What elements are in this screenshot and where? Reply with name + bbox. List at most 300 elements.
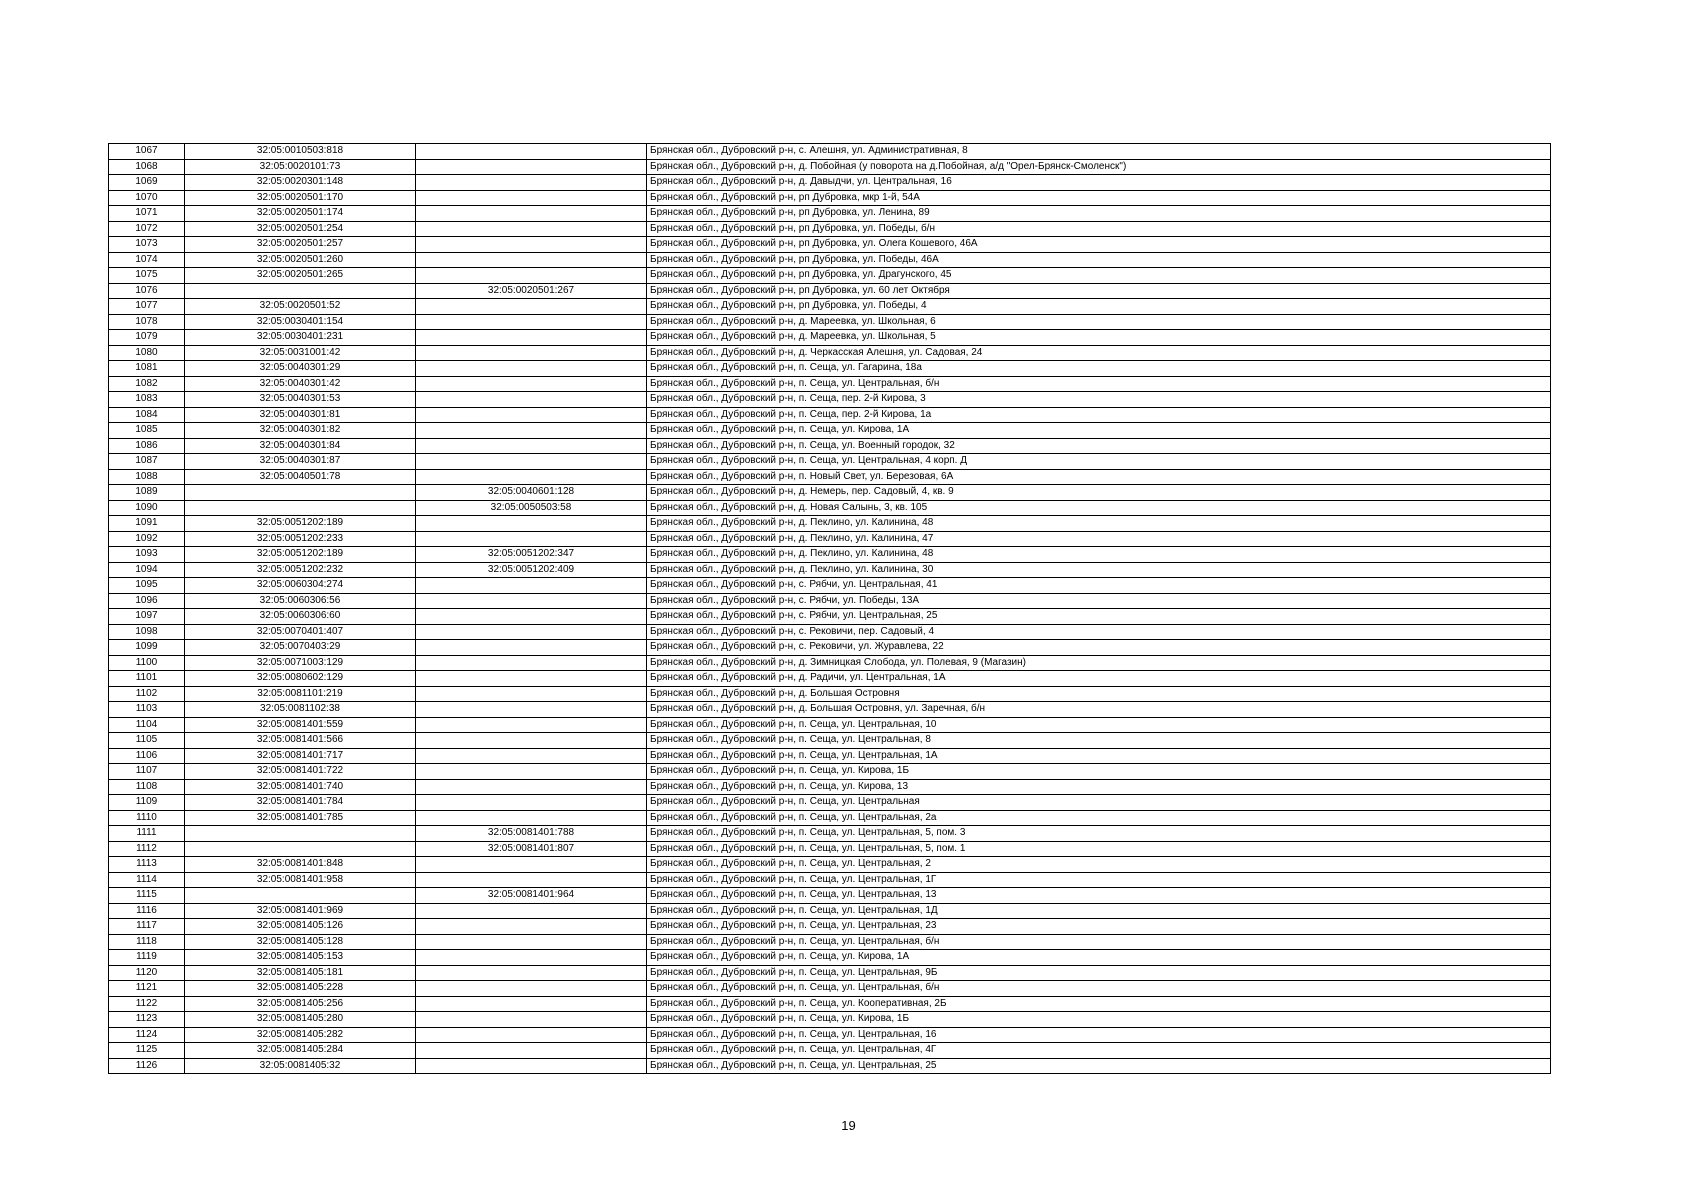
row-number-cell: 1117 bbox=[109, 919, 185, 935]
address-cell: Брянская обл., Дубровский р-н, п. Сеща, ул. Кирова, 13 bbox=[647, 779, 1551, 795]
row-number-cell: 1074 bbox=[109, 252, 185, 268]
cadastral-number-alt-cell: 32:05:0040601:128 bbox=[416, 485, 647, 501]
address-cell: Брянская обл., Дубровский р-н, д. Черкасская Алешня, ул. Садовая, 24 bbox=[647, 345, 1551, 361]
table-row bbox=[109, 826, 1551, 842]
cadastral-number-alt-cell bbox=[416, 299, 647, 315]
table-row bbox=[109, 237, 1551, 253]
table-row bbox=[109, 469, 1551, 485]
cadastral-number-cell: 32:05:0081401:566 bbox=[185, 733, 416, 749]
address-cell: Брянская обл., Дубровский р-н, п. Сеща, пер. 2-й Кирова, 3 bbox=[647, 392, 1551, 408]
cadastral-number-cell: 32:05:0060304:274 bbox=[185, 578, 416, 594]
cadastral-number-alt-cell bbox=[416, 206, 647, 222]
cadastral-number-alt-cell bbox=[416, 1012, 647, 1028]
cadastral-number-cell: 32:05:0081401:958 bbox=[185, 872, 416, 888]
cadastral-number-alt-cell bbox=[416, 593, 647, 609]
cadastral-number-alt-cell bbox=[416, 330, 647, 346]
address-cell: Брянская обл., Дубровский р-н, с. Рековичи, пер. Садовый, 4 bbox=[647, 624, 1551, 640]
cadastral-number-cell: 32:05:0020501:260 bbox=[185, 252, 416, 268]
cadastral-number-cell: 32:05:0081405:282 bbox=[185, 1027, 416, 1043]
cadastral-number-cell: 32:05:0051202:233 bbox=[185, 531, 416, 547]
address-cell: Брянская обл., Дубровский р-н, п. Сеща, ул. Центральная, 1Г bbox=[647, 872, 1551, 888]
cadastral-number-alt-cell: 32:05:0081401:788 bbox=[416, 826, 647, 842]
row-number-cell: 1076 bbox=[109, 283, 185, 299]
table-row bbox=[109, 671, 1551, 687]
cadastral-number-alt-cell bbox=[416, 531, 647, 547]
cadastral-number-cell: 32:05:0020501:265 bbox=[185, 268, 416, 284]
address-cell: Брянская обл., Дубровский р-н, д. Пеклино, ул. Калинина, 48 bbox=[647, 547, 1551, 563]
cadastral-number-alt-cell bbox=[416, 857, 647, 873]
row-number-cell: 1093 bbox=[109, 547, 185, 563]
table-row bbox=[109, 252, 1551, 268]
row-number-cell: 1120 bbox=[109, 965, 185, 981]
address-cell: Брянская обл., Дубровский р-н, д. Давыдчи, ул. Центральная, 16 bbox=[647, 175, 1551, 191]
row-number-cell: 1107 bbox=[109, 764, 185, 780]
cadastral-number-alt-cell bbox=[416, 159, 647, 175]
address-cell: Брянская обл., Дубровский р-н, п. Сеща, ул. Центральная, б/н bbox=[647, 981, 1551, 997]
table-row bbox=[109, 996, 1551, 1012]
cadastral-number-cell: 32:05:0081401:717 bbox=[185, 748, 416, 764]
cadastral-number-cell: 32:05:0081405:181 bbox=[185, 965, 416, 981]
address-cell: Брянская обл., Дубровский р-н, с. Рековичи, ул. Журавлева, 22 bbox=[647, 640, 1551, 656]
row-number-cell: 1071 bbox=[109, 206, 185, 222]
row-number-cell: 1085 bbox=[109, 423, 185, 439]
cadastral-number-alt-cell bbox=[416, 795, 647, 811]
address-cell: Брянская обл., Дубровский р-н, п. Сеща, ул. Центральная, 2а bbox=[647, 810, 1551, 826]
address-cell: Брянская обл., Дубровский р-н, п. Сеща, ул. Центральная, 13 bbox=[647, 888, 1551, 904]
address-cell: Брянская обл., Дубровский р-н, п. Сеща, ул. Центральная, 9Б bbox=[647, 965, 1551, 981]
cadastral-number-alt-cell: 32:05:0081401:807 bbox=[416, 841, 647, 857]
cadastral-number-alt-cell bbox=[416, 376, 647, 392]
address-cell: Брянская обл., Дубровский р-н, рп Дубровка, ул. Ленина, 89 bbox=[647, 206, 1551, 222]
address-cell: Брянская обл., Дубровский р-н, п. Сеща, ул. Центральная, 23 bbox=[647, 919, 1551, 935]
row-number-cell: 1068 bbox=[109, 159, 185, 175]
row-number-cell: 1112 bbox=[109, 841, 185, 857]
cadastral-number-alt-cell bbox=[416, 1043, 647, 1059]
address-cell: Брянская обл., Дубровский р-н, п. Сеща, ул. Центральная, 5, пом. 1 bbox=[647, 841, 1551, 857]
cadastral-number-alt-cell bbox=[416, 702, 647, 718]
cadastral-number-cell: 32:05:0081101:219 bbox=[185, 686, 416, 702]
table-row bbox=[109, 268, 1551, 284]
table-row bbox=[109, 1027, 1551, 1043]
row-number-cell: 1109 bbox=[109, 795, 185, 811]
row-number-cell: 1126 bbox=[109, 1058, 185, 1074]
address-cell: Брянская обл., Дубровский р-н, п. Новый Свет, ул. Березовая, 6А bbox=[647, 469, 1551, 485]
cadastral-number-alt-cell bbox=[416, 237, 647, 253]
row-number-cell: 1108 bbox=[109, 779, 185, 795]
row-number-cell: 1101 bbox=[109, 671, 185, 687]
cadastral-number-cell: 32:05:0081405:128 bbox=[185, 934, 416, 950]
cadastral-number-alt-cell bbox=[416, 423, 647, 439]
cadastral-number-alt-cell bbox=[416, 981, 647, 997]
cadastral-number-alt-cell: 32:05:0051202:409 bbox=[416, 562, 647, 578]
address-cell: Брянская обл., Дубровский р-н, п. Сеща, ул. Кирова, 1Б bbox=[647, 764, 1551, 780]
cadastral-number-alt-cell bbox=[416, 268, 647, 284]
cadastral-number-alt-cell bbox=[416, 454, 647, 470]
address-cell: Брянская обл., Дубровский р-н, п. Сеща, ул. Центральная, 2 bbox=[647, 857, 1551, 873]
cadastral-number-alt-cell bbox=[416, 655, 647, 671]
table-row bbox=[109, 779, 1551, 795]
cadastral-number-cell: 32:05:0081405:228 bbox=[185, 981, 416, 997]
cadastral-number-alt-cell: 32:05:0051202:347 bbox=[416, 547, 647, 563]
table-row bbox=[109, 454, 1551, 470]
table-row bbox=[109, 810, 1551, 826]
address-cell: Брянская обл., Дубровский р-н, п. Сеща, ул. Центральная, 10 bbox=[647, 717, 1551, 733]
cadastral-number-cell: 32:05:0030401:231 bbox=[185, 330, 416, 346]
row-number-cell: 1067 bbox=[109, 144, 185, 160]
address-cell: Брянская обл., Дубровский р-н, д. Побойная (у поворота на д.Побойная, а/д "Орел-Брянск-Смоленск") bbox=[647, 159, 1551, 175]
cadastral-number-cell: 32:05:0020101:73 bbox=[185, 159, 416, 175]
cadastral-number-cell: 32:05:0070401:407 bbox=[185, 624, 416, 640]
row-number-cell: 1080 bbox=[109, 345, 185, 361]
cadastral-number-cell: 32:05:0060306:60 bbox=[185, 609, 416, 625]
cadastral-number-alt-cell bbox=[416, 748, 647, 764]
table-row bbox=[109, 655, 1551, 671]
row-number-cell: 1083 bbox=[109, 392, 185, 408]
address-cell: Брянская обл., Дубровский р-н, рп Дубровка, ул. Олега Кошевого, 46А bbox=[647, 237, 1551, 253]
cadastral-number-alt-cell: 32:05:0050503:58 bbox=[416, 500, 647, 516]
cadastral-number-alt-cell bbox=[416, 609, 647, 625]
table-row bbox=[109, 841, 1551, 857]
table-row bbox=[109, 624, 1551, 640]
row-number-cell: 1123 bbox=[109, 1012, 185, 1028]
address-cell: Брянская обл., Дубровский р-н, д. Пеклино, ул. Калинина, 30 bbox=[647, 562, 1551, 578]
cadastral-number-cell: 32:05:0081405:153 bbox=[185, 950, 416, 966]
row-number-cell: 1102 bbox=[109, 686, 185, 702]
address-cell: Брянская обл., Дубровский р-н, п. Сеща, ул. Гагарина, 18а bbox=[647, 361, 1551, 377]
table-row bbox=[109, 795, 1551, 811]
cadastral-number-alt-cell bbox=[416, 733, 647, 749]
row-number-cell: 1092 bbox=[109, 531, 185, 547]
address-cell: Брянская обл., Дубровский р-н, п. Сеща, ул. Центральная, 1Д bbox=[647, 903, 1551, 919]
table-row bbox=[109, 144, 1551, 160]
cadastral-number-cell: 32:05:0040301:53 bbox=[185, 392, 416, 408]
address-cell: Брянская обл., Дубровский р-н, п. Сеща, ул. Кирова, 1А bbox=[647, 423, 1551, 439]
table-row bbox=[109, 283, 1551, 299]
cadastral-number-cell bbox=[185, 826, 416, 842]
cadastral-number-cell: 32:05:0051202:189 bbox=[185, 547, 416, 563]
table-row bbox=[109, 531, 1551, 547]
cadastral-number-cell: 32:05:0040301:84 bbox=[185, 438, 416, 454]
cadastral-number-cell: 32:05:0081405:280 bbox=[185, 1012, 416, 1028]
address-cell: Брянская обл., Дубровский р-н, д. Зимницкая Слобода, ул. Полевая, 9 (Магазин) bbox=[647, 655, 1551, 671]
row-number-cell: 1096 bbox=[109, 593, 185, 609]
row-number-cell: 1122 bbox=[109, 996, 185, 1012]
address-cell: Брянская обл., Дубровский р-н, с. Рябчи, ул. Центральная, 25 bbox=[647, 609, 1551, 625]
row-number-cell: 1082 bbox=[109, 376, 185, 392]
address-cell: Брянская обл., Дубровский р-н, п. Сеща, ул. Кирова, 1Б bbox=[647, 1012, 1551, 1028]
table-row bbox=[109, 686, 1551, 702]
cadastral-number-cell: 32:05:0020501:52 bbox=[185, 299, 416, 315]
row-number-cell: 1118 bbox=[109, 934, 185, 950]
cadastral-number-alt-cell bbox=[416, 1058, 647, 1074]
row-number-cell: 1095 bbox=[109, 578, 185, 594]
cadastral-number-cell bbox=[185, 888, 416, 904]
address-cell: Брянская обл., Дубровский р-н, д. Большая Островня bbox=[647, 686, 1551, 702]
row-number-cell: 1097 bbox=[109, 609, 185, 625]
address-cell: Брянская обл., Дубровский р-н, д. Мареевка, ул. Школьная, 6 bbox=[647, 314, 1551, 330]
table-row bbox=[109, 345, 1551, 361]
row-number-cell: 1073 bbox=[109, 237, 185, 253]
address-cell: Брянская обл., Дубровский р-н, д. Немерь, пер. Садовый, 4, кв. 9 bbox=[647, 485, 1551, 501]
table-row bbox=[109, 206, 1551, 222]
row-number-cell: 1121 bbox=[109, 981, 185, 997]
table-row bbox=[109, 361, 1551, 377]
cadastral-number-cell: 32:05:0020501:170 bbox=[185, 190, 416, 206]
cadastral-number-alt-cell bbox=[416, 779, 647, 795]
address-cell: Брянская обл., Дубровский р-н, рп Дубровка, ул. Драгунского, 45 bbox=[647, 268, 1551, 284]
table-row bbox=[109, 330, 1551, 346]
cadastral-number-cell: 32:05:0081405:126 bbox=[185, 919, 416, 935]
cadastral-number-cell: 32:05:0081401:740 bbox=[185, 779, 416, 795]
row-number-cell: 1099 bbox=[109, 640, 185, 656]
address-cell: Брянская обл., Дубровский р-н, с. Рябчи, ул. Центральная, 41 bbox=[647, 578, 1551, 594]
row-number-cell: 1110 bbox=[109, 810, 185, 826]
address-cell: Брянская обл., Дубровский р-н, д. Мареевка, ул. Школьная, 5 bbox=[647, 330, 1551, 346]
cadastral-number-cell: 32:05:0040501:78 bbox=[185, 469, 416, 485]
cadastral-number-alt-cell bbox=[416, 717, 647, 733]
cadastral-number-cell: 32:05:0030401:154 bbox=[185, 314, 416, 330]
address-cell: Брянская обл., Дубровский р-н, д. Новая Салынь, 3, кв. 105 bbox=[647, 500, 1551, 516]
cadastral-number-cell: 32:05:0081102:38 bbox=[185, 702, 416, 718]
cadastral-number-cell: 32:05:0010503:818 bbox=[185, 144, 416, 160]
row-number-cell: 1088 bbox=[109, 469, 185, 485]
table-row bbox=[109, 748, 1551, 764]
row-number-cell: 1103 bbox=[109, 702, 185, 718]
table-row bbox=[109, 1058, 1551, 1074]
cadastral-number-alt-cell bbox=[416, 934, 647, 950]
address-cell: Брянская обл., Дубровский р-н, п. Сеща, ул. Центральная, б/н bbox=[647, 934, 1551, 950]
table-row bbox=[109, 919, 1551, 935]
row-number-cell: 1072 bbox=[109, 221, 185, 237]
table-row bbox=[109, 1012, 1551, 1028]
cadastral-number-cell: 32:05:0081405:32 bbox=[185, 1058, 416, 1074]
cadastral-number-cell bbox=[185, 500, 416, 516]
cadastral-number-cell: 32:05:0071003:129 bbox=[185, 655, 416, 671]
table-row bbox=[109, 965, 1551, 981]
cadastral-number-cell: 32:05:0081401:969 bbox=[185, 903, 416, 919]
row-number-cell: 1081 bbox=[109, 361, 185, 377]
table-row bbox=[109, 593, 1551, 609]
cadastral-number-cell: 32:05:0080602:129 bbox=[185, 671, 416, 687]
table-body bbox=[109, 144, 1551, 1074]
cadastral-number-cell: 32:05:0020501:257 bbox=[185, 237, 416, 253]
table-row bbox=[109, 888, 1551, 904]
table-row bbox=[109, 764, 1551, 780]
table-row bbox=[109, 376, 1551, 392]
row-number-cell: 1116 bbox=[109, 903, 185, 919]
address-cell: Брянская обл., Дубровский р-н, п. Сеща, ул. Центральная, б/н bbox=[647, 376, 1551, 392]
table-row bbox=[109, 423, 1551, 439]
cadastral-number-alt-cell bbox=[416, 314, 647, 330]
table-row bbox=[109, 392, 1551, 408]
row-number-cell: 1106 bbox=[109, 748, 185, 764]
cadastral-number-cell: 32:05:0081405:256 bbox=[185, 996, 416, 1012]
address-cell: Брянская обл., Дубровский р-н, п. Сеща, ул. Центральная, 5, пом. 3 bbox=[647, 826, 1551, 842]
row-number-cell: 1114 bbox=[109, 872, 185, 888]
address-cell: Брянская обл., Дубровский р-н, п. Сеща, ул. Кооперативная, 2Б bbox=[647, 996, 1551, 1012]
table-row bbox=[109, 516, 1551, 532]
cadastral-number-alt-cell bbox=[416, 919, 647, 935]
row-number-cell: 1075 bbox=[109, 268, 185, 284]
table-row bbox=[109, 717, 1551, 733]
address-cell: Брянская обл., Дубровский р-н, с. Алешня, ул. Административная, 8 bbox=[647, 144, 1551, 160]
table-row bbox=[109, 609, 1551, 625]
row-number-cell: 1084 bbox=[109, 407, 185, 423]
row-number-cell: 1104 bbox=[109, 717, 185, 733]
table-row bbox=[109, 578, 1551, 594]
address-cell: Брянская обл., Дубровский р-н, п. Сеща, ул. Центральная, 1А bbox=[647, 748, 1551, 764]
table-row bbox=[109, 640, 1551, 656]
row-number-cell: 1105 bbox=[109, 733, 185, 749]
cadastral-number-alt-cell bbox=[416, 144, 647, 160]
address-cell: Брянская обл., Дубровский р-н, д. Пеклино, ул. Калинина, 48 bbox=[647, 516, 1551, 532]
cadastral-number-alt-cell bbox=[416, 950, 647, 966]
cadastral-number-alt-cell bbox=[416, 438, 647, 454]
cadastral-number-cell: 32:05:0040301:82 bbox=[185, 423, 416, 439]
row-number-cell: 1100 bbox=[109, 655, 185, 671]
table-row bbox=[109, 733, 1551, 749]
cadastral-number-alt-cell bbox=[416, 578, 647, 594]
cadastral-number-alt-cell: 32:05:0081401:964 bbox=[416, 888, 647, 904]
table-row bbox=[109, 299, 1551, 315]
row-number-cell: 1098 bbox=[109, 624, 185, 640]
address-cell: Брянская обл., Дубровский р-н, рп Дубровка, мкр 1-й, 54А bbox=[647, 190, 1551, 206]
table-row bbox=[109, 903, 1551, 919]
cadastral-number-cell: 32:05:0020501:254 bbox=[185, 221, 416, 237]
row-number-cell: 1077 bbox=[109, 299, 185, 315]
cadastral-number-cell: 32:05:0081401:848 bbox=[185, 857, 416, 873]
address-cell: Брянская обл., Дубровский р-н, д. Радичи, ул. Центральная, 1А bbox=[647, 671, 1551, 687]
table-row bbox=[109, 407, 1551, 423]
cadastral-number-cell: 32:05:0081405:284 bbox=[185, 1043, 416, 1059]
cadastral-number-cell: 32:05:0020301:148 bbox=[185, 175, 416, 191]
row-number-cell: 1113 bbox=[109, 857, 185, 873]
cadastral-number-alt-cell: 32:05:0020501:267 bbox=[416, 283, 647, 299]
table-row bbox=[109, 159, 1551, 175]
cadastral-number-alt-cell bbox=[416, 516, 647, 532]
cadastral-number-cell: 32:05:0081401:784 bbox=[185, 795, 416, 811]
table-row bbox=[109, 314, 1551, 330]
row-number-cell: 1089 bbox=[109, 485, 185, 501]
cadastral-number-alt-cell bbox=[416, 252, 647, 268]
row-number-cell: 1090 bbox=[109, 500, 185, 516]
table-row bbox=[109, 857, 1551, 873]
address-cell: Брянская обл., Дубровский р-н, д. Большая Островня, ул. Заречная, б/н bbox=[647, 702, 1551, 718]
address-cell: Брянская обл., Дубровский р-н, п. Сеща, ул. Центральная, 8 bbox=[647, 733, 1551, 749]
cadastral-number-alt-cell bbox=[416, 764, 647, 780]
row-number-cell: 1069 bbox=[109, 175, 185, 191]
cadastral-number-cell: 32:05:0031001:42 bbox=[185, 345, 416, 361]
table-row bbox=[109, 485, 1551, 501]
address-cell: Брянская обл., Дубровский р-н, рп Дубровка, ул. 60 лет Октября bbox=[647, 283, 1551, 299]
cadastral-number-cell bbox=[185, 283, 416, 299]
table-row bbox=[109, 175, 1551, 191]
table-row bbox=[109, 872, 1551, 888]
address-cell: Брянская обл., Дубровский р-н, п. Сеща, ул. Военный городок, 32 bbox=[647, 438, 1551, 454]
table-row bbox=[109, 981, 1551, 997]
cadastral-number-cell bbox=[185, 841, 416, 857]
cadastral-number-alt-cell bbox=[416, 903, 647, 919]
address-cell: Брянская обл., Дубровский р-н, п. Сеща, ул. Центральная bbox=[647, 795, 1551, 811]
row-number-cell: 1125 bbox=[109, 1043, 185, 1059]
cadastral-number-alt-cell bbox=[416, 190, 647, 206]
cadastral-number-alt-cell bbox=[416, 810, 647, 826]
cadastral-number-alt-cell bbox=[416, 175, 647, 191]
address-cell: Брянская обл., Дубровский р-н, п. Сеща, ул. Центральная, 25 bbox=[647, 1058, 1551, 1074]
cadastral-number-cell: 32:05:0070403:29 bbox=[185, 640, 416, 656]
row-number-cell: 1078 bbox=[109, 314, 185, 330]
cadastral-number-cell: 32:05:0081401:559 bbox=[185, 717, 416, 733]
row-number-cell: 1086 bbox=[109, 438, 185, 454]
row-number-cell: 1124 bbox=[109, 1027, 185, 1043]
table-row bbox=[109, 221, 1551, 237]
cadastral-number-cell bbox=[185, 485, 416, 501]
cadastral-number-alt-cell bbox=[416, 686, 647, 702]
cadastral-number-alt-cell bbox=[416, 392, 647, 408]
table-row bbox=[109, 950, 1551, 966]
table-row bbox=[109, 190, 1551, 206]
cadastral-number-alt-cell bbox=[416, 640, 647, 656]
cadastral-number-cell: 32:05:0040301:81 bbox=[185, 407, 416, 423]
table-row bbox=[109, 562, 1551, 578]
cadastral-number-alt-cell bbox=[416, 872, 647, 888]
address-cell: Брянская обл., Дубровский р-н, п. Сеща, ул. Центральная, 4Г bbox=[647, 1043, 1551, 1059]
cadastral-number-cell: 32:05:0040301:87 bbox=[185, 454, 416, 470]
table-row bbox=[109, 702, 1551, 718]
row-number-cell: 1094 bbox=[109, 562, 185, 578]
cadastral-number-cell: 32:05:0060306:56 bbox=[185, 593, 416, 609]
address-register-table bbox=[108, 143, 1551, 1074]
table-row bbox=[109, 438, 1551, 454]
cadastral-number-alt-cell bbox=[416, 469, 647, 485]
cadastral-number-alt-cell bbox=[416, 361, 647, 377]
row-number-cell: 1079 bbox=[109, 330, 185, 346]
cadastral-number-cell: 32:05:0051202:189 bbox=[185, 516, 416, 532]
cadastral-number-alt-cell bbox=[416, 671, 647, 687]
cadastral-number-cell: 32:05:0020501:174 bbox=[185, 206, 416, 222]
row-number-cell: 1115 bbox=[109, 888, 185, 904]
row-number-cell: 1091 bbox=[109, 516, 185, 532]
cadastral-number-alt-cell bbox=[416, 624, 647, 640]
row-number-cell: 1070 bbox=[109, 190, 185, 206]
row-number-cell: 1087 bbox=[109, 454, 185, 470]
address-cell: Брянская обл., Дубровский р-н, рп Дубровка, ул. Победы, 4 bbox=[647, 299, 1551, 315]
row-number-cell: 1119 bbox=[109, 950, 185, 966]
cadastral-number-cell: 32:05:0040301:42 bbox=[185, 376, 416, 392]
cadastral-number-cell: 32:05:0040301:29 bbox=[185, 361, 416, 377]
cadastral-number-cell: 32:05:0081401:785 bbox=[185, 810, 416, 826]
address-cell: Брянская обл., Дубровский р-н, п. Сеща, пер. 2-й Кирова, 1а bbox=[647, 407, 1551, 423]
row-number-cell: 1111 bbox=[109, 826, 185, 842]
address-cell: Брянская обл., Дубровский р-н, д. Пеклино, ул. Калинина, 47 bbox=[647, 531, 1551, 547]
address-cell: Брянская обл., Дубровский р-н, с. Рябчи, ул. Победы, 13А bbox=[647, 593, 1551, 609]
cadastral-number-alt-cell bbox=[416, 965, 647, 981]
cadastral-number-cell: 32:05:0081401:722 bbox=[185, 764, 416, 780]
cadastral-number-alt-cell bbox=[416, 996, 647, 1012]
cadastral-number-alt-cell bbox=[416, 345, 647, 361]
page-number: 19 bbox=[841, 1118, 856, 1133]
cadastral-number-cell: 32:05:0051202:232 bbox=[185, 562, 416, 578]
address-cell: Брянская обл., Дубровский р-н, п. Сеща, ул. Кирова, 1А bbox=[647, 950, 1551, 966]
table-row bbox=[109, 547, 1551, 563]
cadastral-number-alt-cell bbox=[416, 221, 647, 237]
cadastral-number-alt-cell bbox=[416, 407, 647, 423]
cadastral-number-alt-cell bbox=[416, 1027, 647, 1043]
address-cell: Брянская обл., Дубровский р-н, п. Сеща, ул. Центральная, 16 bbox=[647, 1027, 1551, 1043]
table-row bbox=[109, 500, 1551, 516]
address-cell: Брянская обл., Дубровский р-н, рп Дубровка, ул. Победы, 46А bbox=[647, 252, 1551, 268]
address-cell: Брянская обл., Дубровский р-н, п. Сеща, ул. Центральная, 4 корп. Д bbox=[647, 454, 1551, 470]
